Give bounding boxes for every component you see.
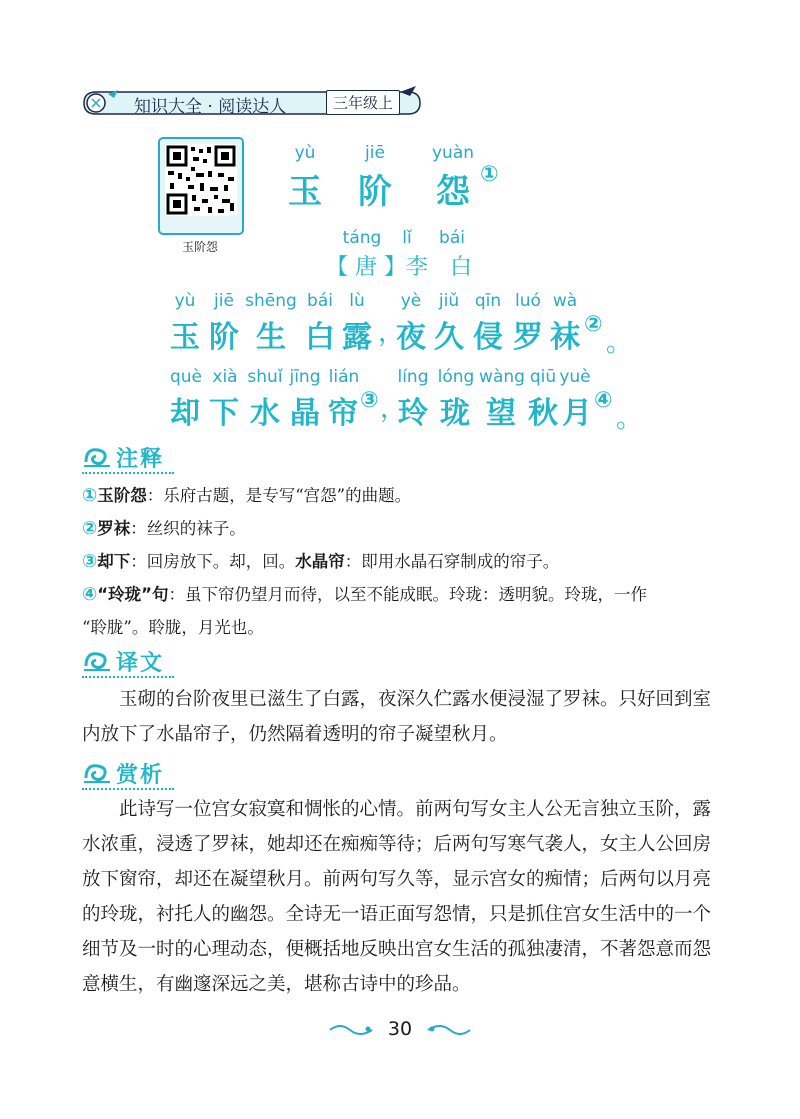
line2-pinyin: yuè xyxy=(559,367,591,387)
translation-paragraph: 玉砌的台阶夜里已滋生了白露，夜深久伫露水便浸湿了罗袜。只好回到室内放下了水晶帘子，仍然隔着透明的帘子凝望秋月。 xyxy=(82,689,712,745)
title-pinyin: yuàn xyxy=(431,143,475,163)
note-number: ① xyxy=(82,485,98,506)
header-banner xyxy=(78,86,426,120)
note-term: 罗袜 xyxy=(97,519,131,538)
line1-char: 露 xyxy=(342,320,372,355)
notes-title: 注释 xyxy=(116,446,165,472)
note-number: ③ xyxy=(82,551,98,572)
appreciation-title: 赏析 xyxy=(116,762,165,788)
line1-char: 生 xyxy=(256,320,286,355)
period: 。 xyxy=(606,328,633,358)
line2-char: 秋 xyxy=(528,396,558,431)
line2-pinyin: xià xyxy=(212,367,238,387)
note-term: 玉阶怨 xyxy=(97,486,147,505)
line1-pinyin: shēng xyxy=(245,291,297,311)
title-pinyin: yù xyxy=(294,143,316,163)
author-line: 【 唐 】李 白 xyxy=(326,255,472,280)
line2-pinyin: wàng xyxy=(479,367,525,387)
period: 。 xyxy=(616,404,643,434)
line1-char: 阶 xyxy=(209,320,239,355)
line2-char: 晶 xyxy=(290,396,320,431)
line1-char: 袜 xyxy=(550,320,580,355)
note-term: 却下 xyxy=(97,552,131,571)
line2-pinyin: qiū xyxy=(529,367,557,387)
line2-pinyin: lóng xyxy=(437,367,475,387)
note-term: “玲珑”句 xyxy=(97,585,169,604)
note-item-continued xyxy=(82,614,264,638)
comma: ， xyxy=(380,394,407,424)
title-char: 阶 xyxy=(358,172,392,212)
note-term: 水晶帘 xyxy=(295,552,345,571)
note-item xyxy=(82,515,246,539)
translation-section-header xyxy=(82,644,164,678)
note-text: ：丝织的袜子。 xyxy=(130,519,246,538)
line2-char: 帘 xyxy=(328,396,358,431)
comma: ， xyxy=(378,318,405,348)
line2-char: 下 xyxy=(209,396,239,431)
notes-section-header xyxy=(82,440,164,474)
line1-pinyin: yù xyxy=(174,291,196,311)
author-pinyin: bái xyxy=(439,228,465,248)
line2-char: 玲 xyxy=(398,396,428,431)
line1-char: 久 xyxy=(434,320,464,355)
note-item xyxy=(82,548,559,572)
line1-pinyin: jiǔ xyxy=(438,291,460,311)
line1-pinyin: yè xyxy=(400,291,422,311)
swirl-icon xyxy=(82,444,112,470)
line1-char: 夜 xyxy=(396,320,426,355)
line2-char: 珑 xyxy=(440,396,470,431)
line1-pinyin: jiē xyxy=(214,291,234,311)
title-char: 玉 xyxy=(288,172,322,212)
appreciation-paragraph: 此诗写一位宫女寂寞和惆怅的心情。前两句写女主人公无言独立玉阶，露水浓重，浸透了罗袜，她却还在痴痴等待；后两句写寒气袭人，女主人公回房放下窗帘，却还在凝望秋月。前两句写久等，显示宫女的痴情；后两句以月亮的玲珑，衬托人的幽怨。全诗无一语正面写怨情，只是抓住宫女生活中的一个细节及一时的心理动态，便概括地反映出宫女生活的孤独凄清，不著怨意而怨意横生，有幽邃深远之美，堪称古诗中的珍品。 xyxy=(82,799,712,995)
grade-badge: 三年级上 xyxy=(326,90,400,115)
line1-pinyin: wà xyxy=(552,291,578,311)
line1-char: 罗 xyxy=(513,320,543,355)
note-text: ：乐府古题，是专写“宫怨”的曲题。 xyxy=(146,486,412,505)
line2-char: 望 xyxy=(486,396,516,431)
swirl-icon xyxy=(82,760,112,786)
note-item xyxy=(82,482,411,506)
note-text: “聆胧”。聆胧，月光也。 xyxy=(82,618,264,637)
note-text: ：虽下帘仍望月而待，以至不能成眠。玲珑：透明貌。玲珑，一作 xyxy=(168,585,647,604)
line2-pinyin: shuǐ xyxy=(247,367,283,387)
translation-title: 译文 xyxy=(116,650,165,676)
author-pinyin: lǐ xyxy=(402,228,412,248)
qr-code-icon xyxy=(158,137,244,235)
note-number: ② xyxy=(82,518,98,539)
line1-pinyin: bái xyxy=(307,291,333,311)
note-item xyxy=(82,581,647,605)
line1-pinyin: qīn xyxy=(474,291,502,311)
line2-pinyin: què xyxy=(169,367,203,387)
author-pinyin: táng xyxy=(342,228,382,248)
note-number: ④ xyxy=(82,584,98,605)
title-pinyin: jiē xyxy=(365,143,385,163)
swirl-icon xyxy=(82,648,112,674)
line2-pinyin: lián xyxy=(328,367,360,387)
appreciation-section-header xyxy=(82,756,164,790)
footnote-mark: ④ xyxy=(594,388,613,413)
section-underline xyxy=(82,676,174,678)
line2-char: 却 xyxy=(170,396,200,431)
line1-char: 玉 xyxy=(170,320,200,355)
line2-char: 水 xyxy=(250,396,280,431)
line1-char: 侵 xyxy=(473,320,503,355)
footnote-mark: ③ xyxy=(360,388,379,413)
note-text: ：回房放下。却，回。 xyxy=(130,552,296,571)
line2-pinyin: líng xyxy=(397,367,429,387)
note-text: ：即用水晶石穿制成的帘子。 xyxy=(344,552,560,571)
page-number: 30 xyxy=(387,1018,413,1040)
header-title: 知识大全 · 阅读达人 xyxy=(134,97,287,117)
line1-char: 白 xyxy=(305,320,335,355)
section-underline xyxy=(82,472,174,474)
footnote-mark: ① xyxy=(480,162,499,187)
line1-pinyin: lù xyxy=(349,291,365,311)
qr-code-card[interactable] xyxy=(158,137,244,235)
line2-char: 月 xyxy=(562,396,592,431)
section-underline xyxy=(82,788,174,790)
line2-pinyin: jīng xyxy=(289,367,321,387)
line1-pinyin: luó xyxy=(515,291,541,311)
title-char: 怨 xyxy=(436,172,470,212)
qr-caption: 玉阶怨 xyxy=(181,240,218,254)
footnote-mark: ② xyxy=(584,312,603,337)
